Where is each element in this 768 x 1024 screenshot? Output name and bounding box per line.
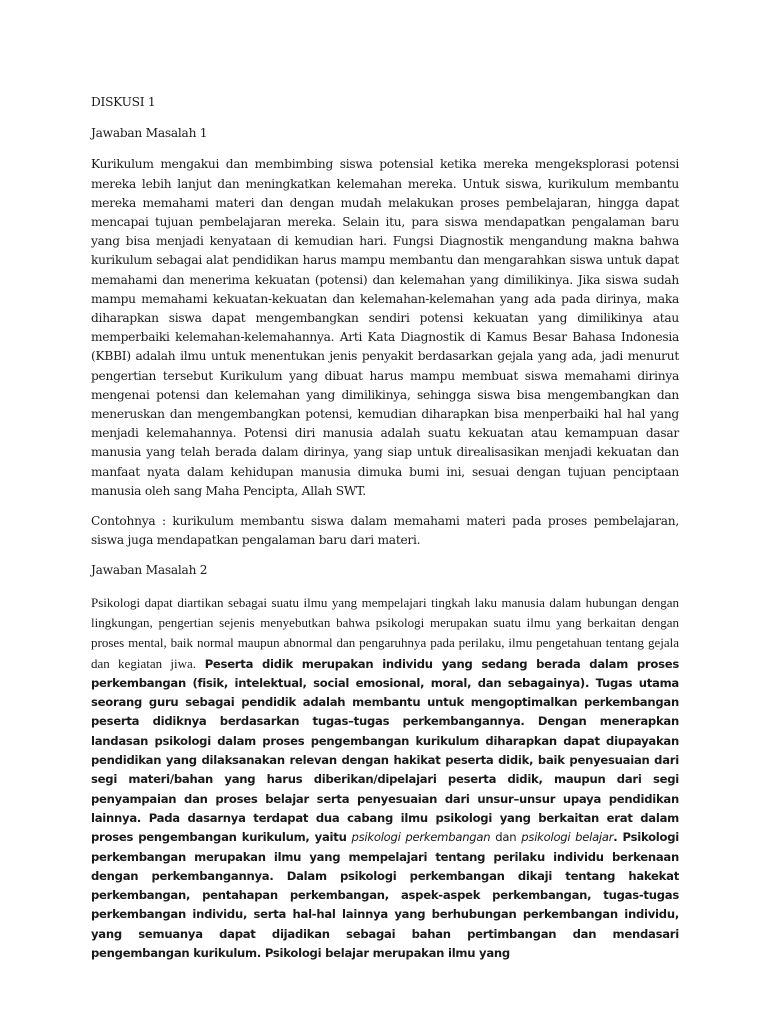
section-2-italic-term-1: psikologi perkembangan [351,830,491,845]
section-2-part-a: Peserta didik merupakan individu yang sedang berada dalam proses perkembangan (fisik, intelektual, social emosional, moral, dan sebagainya). Tugas utama seorang guru sebagai pendidik adalah membantu untuk mengoptimalkan perkembangan peserta didiknya berdasarkan tugas–tugas perkembangannya. Dengan menerapkan landasan psikologi dalam proses pengembangan kurikulum diharapkan dapat diupayakan pendidikan yang dilaksanakan relevan dengan hakikat peserta didik, baik penyesuaian dari segi materi/bahan yang harus diberikan/dipelajari peserta didik, maupun dari segi penyampaian dan proses belajar serta penyesuaian dari unsur–unsur upaya pendidikan lainnya. Pada dasarnya terdapat dua cabang ilmu psikologi yang berkaitan erat dalam proses pengembangan kurikulum, yaitu [91,656,680,845]
section-2-heading: Jawaban Masalah 2 [91,563,208,578]
document-title: DISKUSI 1 [91,95,156,109]
section-2-connector: dan [495,830,517,845]
section-2-intro: Psikologi dapat diartikan sebagai suatu ilmu yang mempelajari tingkah laku manusia dalam hubungan dengan lingkungan, pengertian sejenis menyebutkan bahwa psikologi merupakan suatu ilmu yang berkaitan dengan proses mental, baik normal maupun abnormal dan pengaruhnya pada perilaku, ilmu pengetahuan tentang gejala dan kegiatan jiwa. [91,594,679,671]
document-page [91,93,679,963]
section-2-part-b: . Psikologi perkembangan merupakan ilmu yang mempelajari tentang perilaku individu berkenaan dengan perkembangannya. Dalam psikologi perkembangan dikaji tentang hakekat perkembangan, pentahapan perkembangan, aspek-aspek perkembangan, tugas-tugas perkembangan individu, serta hal-hal lainnya yang berhubungan perkembangan individu, yang semuanya dapat dijadikan sebagai bahan pertimbangan dan mendasari pengembangan kurikulum. Psikologi belajar merupakan ilmu yang [91,830,680,961]
section-2-italic-term-2: psikologi belajar [521,830,614,845]
section-1-paragraph: Kurikulum mengakui dan membimbing siswa potensial ketika mereka mengeksplorasi potensi mereka lebih lanjut dan meningkatkan kelemahan mereka. Untuk siswa, kurikulum membantu mereka memahami materi dan dengan mudah melakukan proses pembelajaran, hingga dapat mencapai tujuan pembelajaran mereka. Selain itu, para siswa mendapatkan pengalaman baru yang bisa menjadi kenyataan di kemudian hari. Fungsi Diagnostik mengandung makna bahwa kurikulum sebagai alat pendidikan harus mampu membantu dan mengarahkan siswa untuk dapat memahami dan menerima kekuatan (potensi) dan kelemahan yang dimilikinya. Jika siswa sudah mampu memahami kekuatan-kekuatan dan kelemahan-kelemahan yang ada pada dirinya, maka diharapkan siswa dapat mengembangkan sendiri potensi kekuatan yang dimilikinya atau memperbaiki kelemahan-kelemahannya. Arti Kata Diagnostik di Kamus Besar Bahasa Indonesia (KBBI) adalah ilmu untuk menentukan jenis penyakit berdasarkan gejala yang ada, jadi menurut pengertian tersebut Kurikulum yang dibuat harus mampu membuat siswa memahami dirinya mengenai potensi dan kelemahan yang dimilikinya, sehingga siswa bisa mengembangkan dan meneruskan dan mengembangkan potensi, kemudian diharapkan bisa menperbaiki hal hal yang menjadi kelemahannya. Potensi diri manusia adalah suatu kekuatan atau kemampuan dasar manusia yang telah berada dalam dirinya, yang siap untuk direalisasikan menjadi kekuatan dan manfaat nyata dalam kehidupan manusia dimuka bumi ini, sesuai dengan tujuan penciptaan manusia oleh sang Maha Pencipta, Allah SWT. [91,157,679,498]
section-1-example: Contohnya : kurikulum membantu siswa dalam memahami materi pada proses pembelajaran, siswa juga mendapatkan pengalaman baru dari materi. [91,514,679,548]
section-2-paragraph [91,593,679,964]
section-1-heading: Jawaban Masalah 1 [91,126,208,141]
